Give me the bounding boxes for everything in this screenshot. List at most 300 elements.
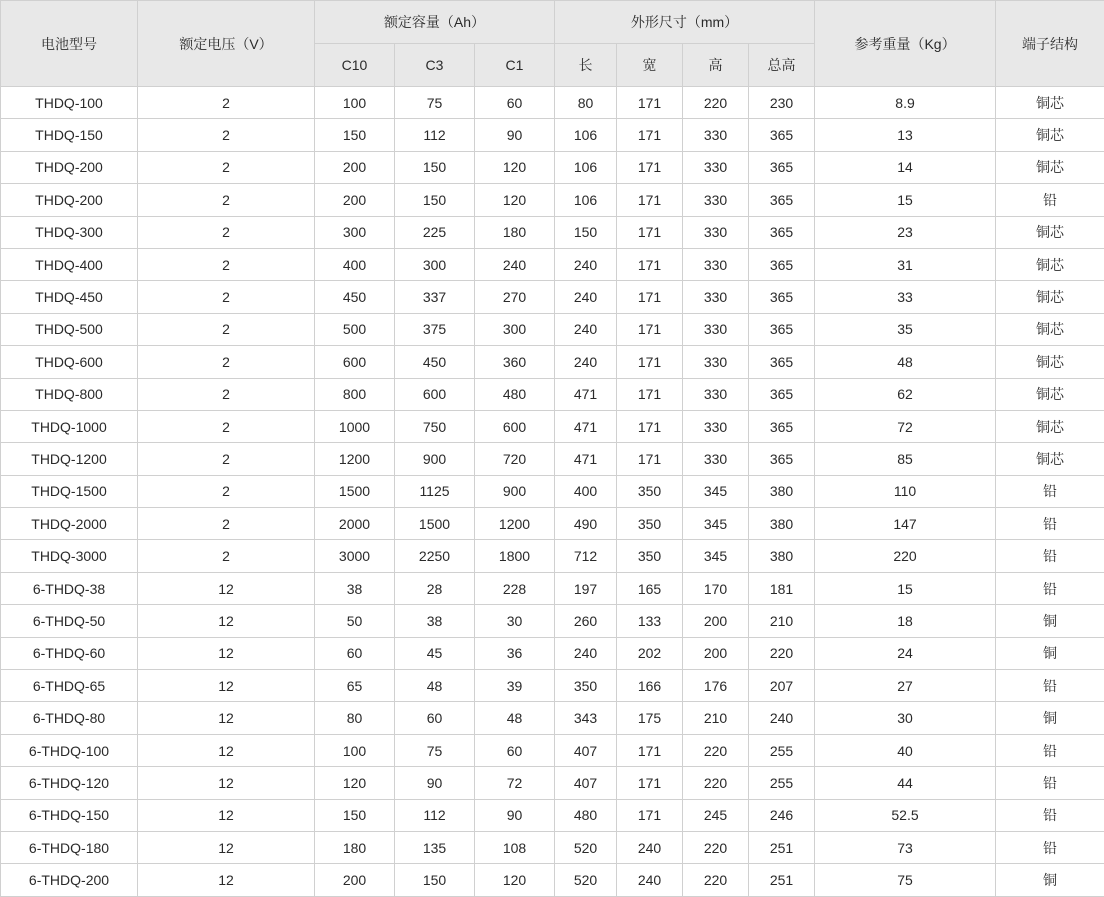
cell-c1: 360 (475, 346, 555, 378)
cell-width: 133 (617, 605, 683, 637)
cell-c1: 60 (475, 87, 555, 119)
table-row (1, 637, 1104, 669)
cell-terminal: 铅 (996, 734, 1104, 766)
cell-c10: 180 (315, 831, 395, 863)
table-row (1, 151, 1104, 183)
cell-terminal: 铅 (996, 540, 1104, 572)
cell-width: 171 (617, 151, 683, 183)
cell-height: 330 (683, 281, 749, 313)
cell-width: 171 (617, 248, 683, 280)
cell-c1: 36 (475, 637, 555, 669)
cell-length: 150 (555, 216, 617, 248)
cell-width: 171 (617, 119, 683, 151)
cell-c3: 375 (395, 313, 475, 345)
cell-weight: 62 (815, 378, 996, 410)
cell-width: 166 (617, 670, 683, 702)
cell-length: 240 (555, 248, 617, 280)
cell-terminal: 铅 (996, 831, 1104, 863)
cell-terminal: 铜芯 (996, 87, 1104, 119)
table-row (1, 248, 1104, 280)
table-row (1, 799, 1104, 831)
cell-width: 175 (617, 702, 683, 734)
cell-width: 240 (617, 831, 683, 863)
cell-total-height: 365 (749, 119, 815, 151)
cell-weight: 72 (815, 410, 996, 442)
cell-terminal: 铜芯 (996, 281, 1104, 313)
cell-model: THDQ-500 (1, 313, 138, 345)
cell-c10: 65 (315, 670, 395, 702)
cell-voltage: 2 (138, 410, 315, 442)
cell-model: 6-THDQ-65 (1, 670, 138, 702)
cell-c1: 600 (475, 410, 555, 442)
cell-total-height: 365 (749, 346, 815, 378)
cell-height: 220 (683, 734, 749, 766)
cell-length: 197 (555, 572, 617, 604)
cell-c1: 72 (475, 767, 555, 799)
cell-terminal: 铅 (996, 767, 1104, 799)
cell-terminal: 铜芯 (996, 248, 1104, 280)
cell-c10: 400 (315, 248, 395, 280)
cell-c10: 120 (315, 767, 395, 799)
cell-c1: 720 (475, 443, 555, 475)
cell-model: THDQ-2000 (1, 508, 138, 540)
cell-height: 345 (683, 540, 749, 572)
cell-voltage: 12 (138, 702, 315, 734)
cell-terminal: 铜芯 (996, 313, 1104, 345)
cell-length: 520 (555, 864, 617, 896)
cell-c1: 180 (475, 216, 555, 248)
header-row-top (1, 1, 1104, 44)
cell-model: THDQ-150 (1, 119, 138, 151)
cell-voltage: 12 (138, 831, 315, 863)
cell-weight: 35 (815, 313, 996, 345)
cell-weight: 31 (815, 248, 996, 280)
cell-weight: 147 (815, 508, 996, 540)
cell-length: 260 (555, 605, 617, 637)
cell-weight: 40 (815, 734, 996, 766)
cell-c3: 337 (395, 281, 475, 313)
cell-c3: 225 (395, 216, 475, 248)
cell-model: THDQ-400 (1, 248, 138, 280)
cell-voltage: 12 (138, 605, 315, 637)
cell-length: 471 (555, 378, 617, 410)
cell-c1: 228 (475, 572, 555, 604)
cell-height: 220 (683, 864, 749, 896)
cell-c1: 900 (475, 475, 555, 507)
cell-terminal: 铅 (996, 799, 1104, 831)
cell-c10: 80 (315, 702, 395, 734)
cell-c1: 39 (475, 670, 555, 702)
cell-height: 200 (683, 637, 749, 669)
table-row (1, 767, 1104, 799)
header-weight: 参考重量（Kg） (815, 1, 996, 87)
table-row (1, 119, 1104, 151)
table-row (1, 184, 1104, 216)
header-length: 长 (555, 44, 617, 87)
cell-height: 330 (683, 184, 749, 216)
cell-voltage: 2 (138, 540, 315, 572)
cell-width: 350 (617, 475, 683, 507)
cell-height: 200 (683, 605, 749, 637)
table-row (1, 572, 1104, 604)
cell-weight: 15 (815, 572, 996, 604)
cell-height: 330 (683, 313, 749, 345)
cell-c10: 600 (315, 346, 395, 378)
cell-c3: 150 (395, 151, 475, 183)
cell-c1: 120 (475, 184, 555, 216)
header-total-height: 总高 (749, 44, 815, 87)
cell-c3: 75 (395, 734, 475, 766)
cell-weight: 110 (815, 475, 996, 507)
header-height: 高 (683, 44, 749, 87)
table-row (1, 540, 1104, 572)
table-row (1, 475, 1104, 507)
cell-model: 6-THDQ-100 (1, 734, 138, 766)
cell-width: 171 (617, 799, 683, 831)
table-body (1, 87, 1104, 897)
cell-weight: 30 (815, 702, 996, 734)
cell-voltage: 2 (138, 281, 315, 313)
cell-model: THDQ-1000 (1, 410, 138, 442)
cell-c3: 900 (395, 443, 475, 475)
cell-width: 350 (617, 540, 683, 572)
cell-total-height: 380 (749, 475, 815, 507)
cell-total-height: 365 (749, 248, 815, 280)
cell-model: 6-THDQ-80 (1, 702, 138, 734)
cell-length: 471 (555, 443, 617, 475)
cell-model: 6-THDQ-150 (1, 799, 138, 831)
cell-c3: 112 (395, 799, 475, 831)
cell-c1: 90 (475, 119, 555, 151)
cell-c3: 48 (395, 670, 475, 702)
cell-weight: 8.9 (815, 87, 996, 119)
cell-c10: 300 (315, 216, 395, 248)
cell-c1: 90 (475, 799, 555, 831)
cell-c1: 48 (475, 702, 555, 734)
header-capacity: 额定容量（Ah） (315, 1, 555, 44)
cell-voltage: 2 (138, 184, 315, 216)
cell-width: 171 (617, 216, 683, 248)
cell-c3: 135 (395, 831, 475, 863)
cell-c3: 112 (395, 119, 475, 151)
cell-terminal: 铅 (996, 508, 1104, 540)
cell-height: 176 (683, 670, 749, 702)
cell-height: 330 (683, 378, 749, 410)
cell-length: 240 (555, 281, 617, 313)
cell-length: 400 (555, 475, 617, 507)
cell-voltage: 2 (138, 346, 315, 378)
cell-total-height: 240 (749, 702, 815, 734)
cell-height: 330 (683, 216, 749, 248)
cell-model: 6-THDQ-180 (1, 831, 138, 863)
cell-total-height: 220 (749, 637, 815, 669)
cell-voltage: 12 (138, 864, 315, 896)
cell-c10: 1500 (315, 475, 395, 507)
cell-terminal: 铜芯 (996, 443, 1104, 475)
cell-model: 6-THDQ-50 (1, 605, 138, 637)
cell-length: 240 (555, 313, 617, 345)
cell-height: 170 (683, 572, 749, 604)
cell-model: 6-THDQ-38 (1, 572, 138, 604)
cell-c1: 120 (475, 864, 555, 896)
cell-width: 171 (617, 767, 683, 799)
cell-c10: 200 (315, 184, 395, 216)
cell-c10: 38 (315, 572, 395, 604)
cell-c1: 60 (475, 734, 555, 766)
cell-total-height: 207 (749, 670, 815, 702)
cell-height: 330 (683, 119, 749, 151)
cell-c10: 150 (315, 799, 395, 831)
cell-length: 80 (555, 87, 617, 119)
cell-voltage: 2 (138, 378, 315, 410)
cell-voltage: 2 (138, 151, 315, 183)
cell-length: 106 (555, 119, 617, 151)
cell-c3: 1500 (395, 508, 475, 540)
cell-weight: 73 (815, 831, 996, 863)
cell-length: 106 (555, 151, 617, 183)
cell-height: 220 (683, 767, 749, 799)
cell-voltage: 2 (138, 248, 315, 280)
cell-c10: 800 (315, 378, 395, 410)
table-row (1, 378, 1104, 410)
cell-length: 350 (555, 670, 617, 702)
cell-total-height: 380 (749, 540, 815, 572)
header-c1: C1 (475, 44, 555, 87)
cell-weight: 13 (815, 119, 996, 151)
cell-model: 6-THDQ-60 (1, 637, 138, 669)
cell-terminal: 铜芯 (996, 119, 1104, 151)
cell-weight: 15 (815, 184, 996, 216)
cell-voltage: 2 (138, 119, 315, 151)
table-row (1, 734, 1104, 766)
cell-length: 471 (555, 410, 617, 442)
cell-terminal: 铅 (996, 670, 1104, 702)
cell-terminal: 铜 (996, 605, 1104, 637)
cell-total-height: 380 (749, 508, 815, 540)
cell-total-height: 246 (749, 799, 815, 831)
cell-c1: 240 (475, 248, 555, 280)
cell-voltage: 12 (138, 637, 315, 669)
cell-c10: 60 (315, 637, 395, 669)
cell-model: THDQ-450 (1, 281, 138, 313)
header-width: 宽 (617, 44, 683, 87)
cell-weight: 23 (815, 216, 996, 248)
cell-length: 480 (555, 799, 617, 831)
cell-total-height: 230 (749, 87, 815, 119)
cell-voltage: 2 (138, 313, 315, 345)
cell-model: THDQ-100 (1, 87, 138, 119)
cell-voltage: 12 (138, 670, 315, 702)
cell-height: 220 (683, 87, 749, 119)
cell-terminal: 铜 (996, 864, 1104, 896)
cell-c3: 28 (395, 572, 475, 604)
cell-model: THDQ-200 (1, 184, 138, 216)
cell-c3: 75 (395, 87, 475, 119)
table-row (1, 313, 1104, 345)
cell-c10: 100 (315, 87, 395, 119)
cell-length: 712 (555, 540, 617, 572)
cell-c10: 1000 (315, 410, 395, 442)
cell-width: 350 (617, 508, 683, 540)
cell-c1: 1200 (475, 508, 555, 540)
cell-terminal: 铅 (996, 184, 1104, 216)
cell-height: 245 (683, 799, 749, 831)
cell-c3: 2250 (395, 540, 475, 572)
cell-weight: 48 (815, 346, 996, 378)
cell-terminal: 铜芯 (996, 346, 1104, 378)
cell-model: THDQ-600 (1, 346, 138, 378)
cell-length: 407 (555, 767, 617, 799)
cell-terminal: 铜芯 (996, 151, 1104, 183)
header-dimension: 外形尺寸（mm） (555, 1, 815, 44)
cell-c1: 30 (475, 605, 555, 637)
cell-c1: 108 (475, 831, 555, 863)
cell-width: 171 (617, 410, 683, 442)
cell-width: 240 (617, 864, 683, 896)
cell-c3: 150 (395, 864, 475, 896)
cell-c10: 500 (315, 313, 395, 345)
cell-c1: 120 (475, 151, 555, 183)
cell-width: 171 (617, 87, 683, 119)
cell-model: THDQ-1200 (1, 443, 138, 475)
table-row (1, 87, 1104, 119)
cell-total-height: 251 (749, 831, 815, 863)
cell-width: 165 (617, 572, 683, 604)
cell-height: 220 (683, 831, 749, 863)
cell-width: 202 (617, 637, 683, 669)
cell-total-height: 365 (749, 184, 815, 216)
cell-voltage: 2 (138, 508, 315, 540)
cell-total-height: 365 (749, 378, 815, 410)
cell-c3: 600 (395, 378, 475, 410)
cell-total-height: 210 (749, 605, 815, 637)
cell-c1: 300 (475, 313, 555, 345)
cell-height: 330 (683, 443, 749, 475)
table-row (1, 346, 1104, 378)
cell-weight: 27 (815, 670, 996, 702)
cell-model: 6-THDQ-200 (1, 864, 138, 896)
table-row (1, 831, 1104, 863)
table-row (1, 410, 1104, 442)
cell-c1: 270 (475, 281, 555, 313)
cell-c3: 60 (395, 702, 475, 734)
cell-c10: 1200 (315, 443, 395, 475)
cell-length: 490 (555, 508, 617, 540)
cell-total-height: 255 (749, 734, 815, 766)
cell-terminal: 铅 (996, 475, 1104, 507)
cell-c3: 1125 (395, 475, 475, 507)
cell-height: 345 (683, 475, 749, 507)
cell-terminal: 铅 (996, 572, 1104, 604)
cell-c3: 450 (395, 346, 475, 378)
cell-voltage: 12 (138, 572, 315, 604)
table-row (1, 670, 1104, 702)
cell-width: 171 (617, 313, 683, 345)
cell-weight: 24 (815, 637, 996, 669)
cell-c10: 200 (315, 864, 395, 896)
cell-c10: 50 (315, 605, 395, 637)
cell-weight: 52.5 (815, 799, 996, 831)
cell-c10: 150 (315, 119, 395, 151)
table-row (1, 281, 1104, 313)
cell-voltage: 12 (138, 767, 315, 799)
cell-c10: 3000 (315, 540, 395, 572)
cell-height: 330 (683, 248, 749, 280)
cell-c3: 150 (395, 184, 475, 216)
cell-total-height: 181 (749, 572, 815, 604)
cell-length: 240 (555, 346, 617, 378)
cell-voltage: 2 (138, 475, 315, 507)
cell-c3: 38 (395, 605, 475, 637)
cell-total-height: 365 (749, 216, 815, 248)
cell-width: 171 (617, 346, 683, 378)
cell-weight: 75 (815, 864, 996, 896)
cell-width: 171 (617, 281, 683, 313)
cell-terminal: 铜 (996, 702, 1104, 734)
cell-total-height: 365 (749, 281, 815, 313)
cell-c3: 300 (395, 248, 475, 280)
cell-weight: 85 (815, 443, 996, 475)
table-row (1, 443, 1104, 475)
cell-c3: 90 (395, 767, 475, 799)
cell-total-height: 251 (749, 864, 815, 896)
cell-model: THDQ-1500 (1, 475, 138, 507)
cell-total-height: 365 (749, 410, 815, 442)
header-voltage: 额定电压（V） (138, 1, 315, 87)
cell-model: THDQ-300 (1, 216, 138, 248)
cell-height: 330 (683, 410, 749, 442)
header-c10: C10 (315, 44, 395, 87)
cell-c1: 480 (475, 378, 555, 410)
cell-total-height: 365 (749, 151, 815, 183)
cell-length: 407 (555, 734, 617, 766)
cell-length: 106 (555, 184, 617, 216)
cell-voltage: 2 (138, 443, 315, 475)
cell-weight: 18 (815, 605, 996, 637)
table-row (1, 508, 1104, 540)
cell-length: 240 (555, 637, 617, 669)
cell-voltage: 12 (138, 734, 315, 766)
cell-c10: 200 (315, 151, 395, 183)
cell-weight: 14 (815, 151, 996, 183)
cell-height: 210 (683, 702, 749, 734)
cell-height: 345 (683, 508, 749, 540)
cell-total-height: 365 (749, 313, 815, 345)
table-row (1, 605, 1104, 637)
cell-length: 520 (555, 831, 617, 863)
cell-width: 171 (617, 734, 683, 766)
cell-model: THDQ-800 (1, 378, 138, 410)
cell-c10: 450 (315, 281, 395, 313)
cell-model: THDQ-200 (1, 151, 138, 183)
cell-width: 171 (617, 378, 683, 410)
cell-voltage: 12 (138, 799, 315, 831)
cell-c3: 750 (395, 410, 475, 442)
cell-terminal: 铜芯 (996, 410, 1104, 442)
cell-width: 171 (617, 443, 683, 475)
table-header (1, 1, 1104, 87)
cell-c10: 100 (315, 734, 395, 766)
cell-total-height: 365 (749, 443, 815, 475)
cell-weight: 44 (815, 767, 996, 799)
cell-width: 171 (617, 184, 683, 216)
cell-terminal: 铜芯 (996, 378, 1104, 410)
cell-c1: 1800 (475, 540, 555, 572)
cell-voltage: 2 (138, 87, 315, 119)
cell-terminal: 铜 (996, 637, 1104, 669)
cell-weight: 33 (815, 281, 996, 313)
header-model: 电池型号 (1, 1, 138, 87)
